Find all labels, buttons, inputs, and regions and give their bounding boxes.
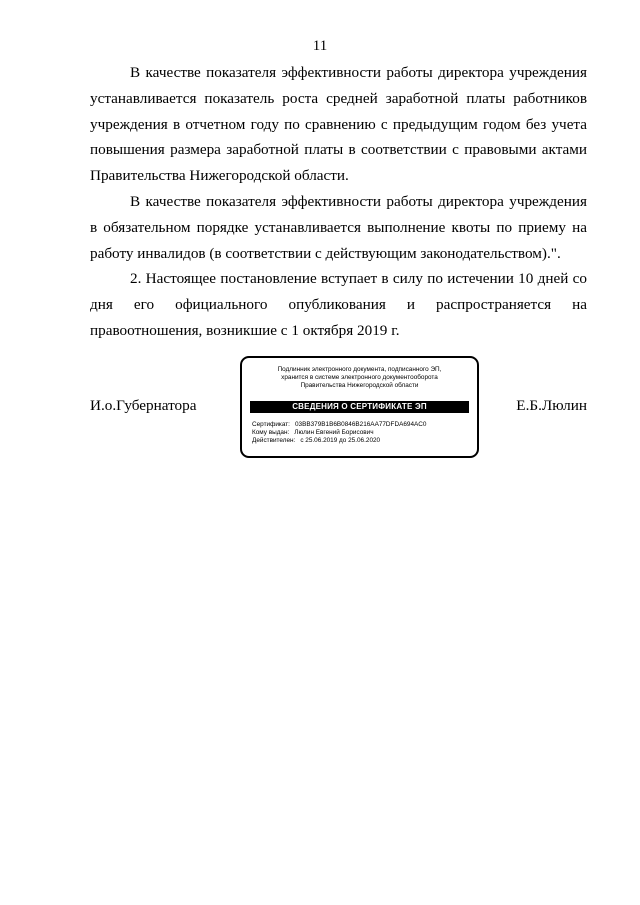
stamp-certificate-row (252, 421, 469, 429)
paragraph-effective-date: 2. Настоящее постановление вступает в силу по истечении 10 дней со дня его официального опубликования и распространяется на правоотношения, возникшие с 1 октября 2019 г. (90, 270, 587, 339)
document-body (90, 60, 587, 344)
stamp-header (248, 366, 471, 390)
stamp-header-line: Подлинник электронного документа, подписанного ЭП, (277, 366, 442, 373)
page-number: 11 (312, 38, 328, 54)
electronic-signature-stamp (240, 356, 479, 458)
stamp-header-line: Правительства Нижегородской области (300, 382, 419, 389)
certificate-label: Сертификат: (252, 421, 290, 428)
paragraph-efficiency-quota: В качестве показателя эффективности работы директора учреждения в обязательном порядке устанавливается выполнение квоты по приему на работу инвалидов (в соответствии с действующим законодательством).". (90, 192, 587, 262)
stamp-certificate-bar: СВЕДЕНИЯ О СЕРТИФИКАТЕ ЭП (250, 401, 469, 413)
signer-name: Е.Б.Люлин (516, 397, 587, 414)
certificate-value: 03BB379B1B6B0846B216AA77DFDA694AC0 (294, 421, 427, 428)
valid-value: с 25.06.2019 до 25.06.2020 (300, 437, 381, 445)
stamp-valid-row (252, 437, 469, 445)
stamp-header-line: хранится в системе электронного документооборота (281, 374, 438, 381)
issued-to-label: Кому выдан: (252, 429, 290, 437)
paragraph-efficiency-salary: В качестве показателя эффективности работы директора учреждения устанавливается показатель роста средней заработной платы работников учреждения в отчетном году по сравнению с предыдущим годом без учета повышения размера заработной платы в соответствии с правовыми актами Правительства Нижегородской области. (90, 64, 587, 185)
issued-to-value: Люлин Евгений Борисович (294, 429, 374, 437)
signer-title: И.о.Губернатора (90, 397, 197, 414)
valid-label: Действителен: (252, 437, 296, 445)
stamp-details (252, 421, 469, 446)
